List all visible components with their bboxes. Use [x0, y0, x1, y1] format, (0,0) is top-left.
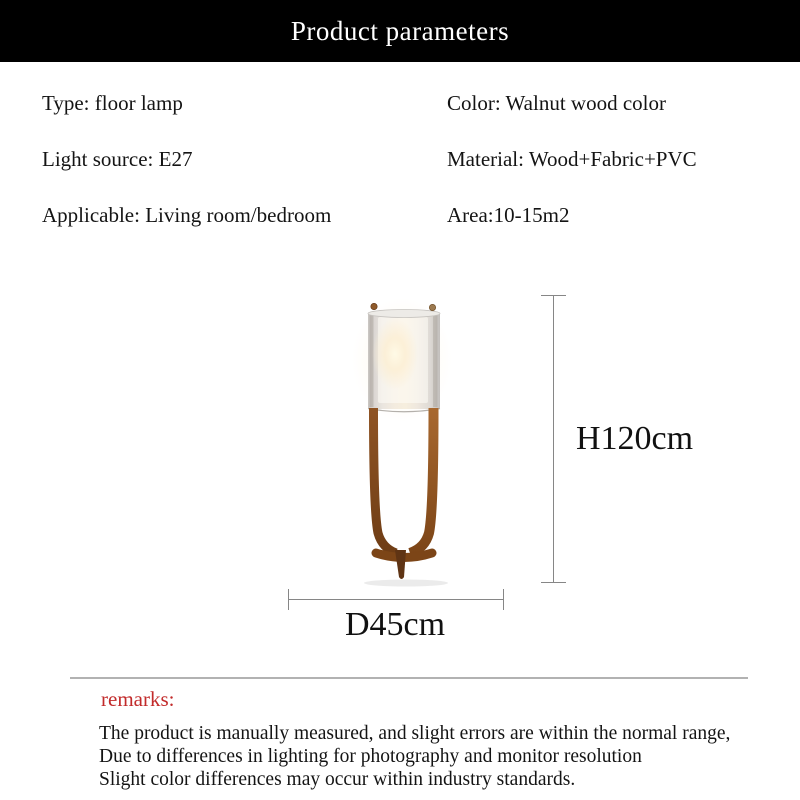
diameter-dimension-line: [288, 599, 503, 600]
lamp-front-foot: [395, 550, 406, 579]
spec-light-source: Light source: E27: [42, 147, 193, 171]
page-title: Product parameters: [290, 15, 510, 46]
remarks-line-1: The product is manually measured, and slight errors are within the normal range,: [99, 723, 731, 744]
spec-row-lightsource-material: [0, 147, 800, 175]
height-dimension-tick-top: [541, 295, 566, 296]
floor-lamp-image: [340, 290, 470, 590]
remarks-divider: [70, 677, 748, 679]
height-dimension-tick-bottom: [541, 582, 566, 583]
spec-color: Color: Walnut wood color: [447, 91, 666, 115]
spec-material: Material: Wood+Fabric+PVC: [447, 147, 697, 171]
spec-type: Type: floor lamp: [42, 91, 183, 115]
height-dimension-line: [553, 296, 554, 582]
spec-applicable: Applicable: Living room/bedroom: [42, 203, 332, 227]
remarks-text: [99, 722, 730, 791]
spec-row-applicable-area: [0, 203, 800, 231]
lamp-shadow: [364, 580, 448, 587]
lamp-leg-right: [410, 408, 434, 553]
diameter-label: D45cm: [344, 606, 446, 643]
remarks-heading: remarks:: [101, 687, 175, 711]
height-label: H120cm: [576, 420, 694, 457]
remarks-line-3: Slight color differences may occur within industry standards.: [99, 769, 576, 790]
spec-row-type-color: [0, 91, 800, 119]
spec-area: Area:10-15m2: [447, 203, 570, 227]
remarks-line-2: Due to differences in lighting for photography and monitor resolution: [99, 746, 642, 767]
header-bar: [0, 0, 800, 62]
diameter-dimension-tick-right: [503, 589, 504, 610]
diameter-dimension-tick-left: [288, 589, 289, 610]
lamp-leg-left: [374, 408, 397, 553]
